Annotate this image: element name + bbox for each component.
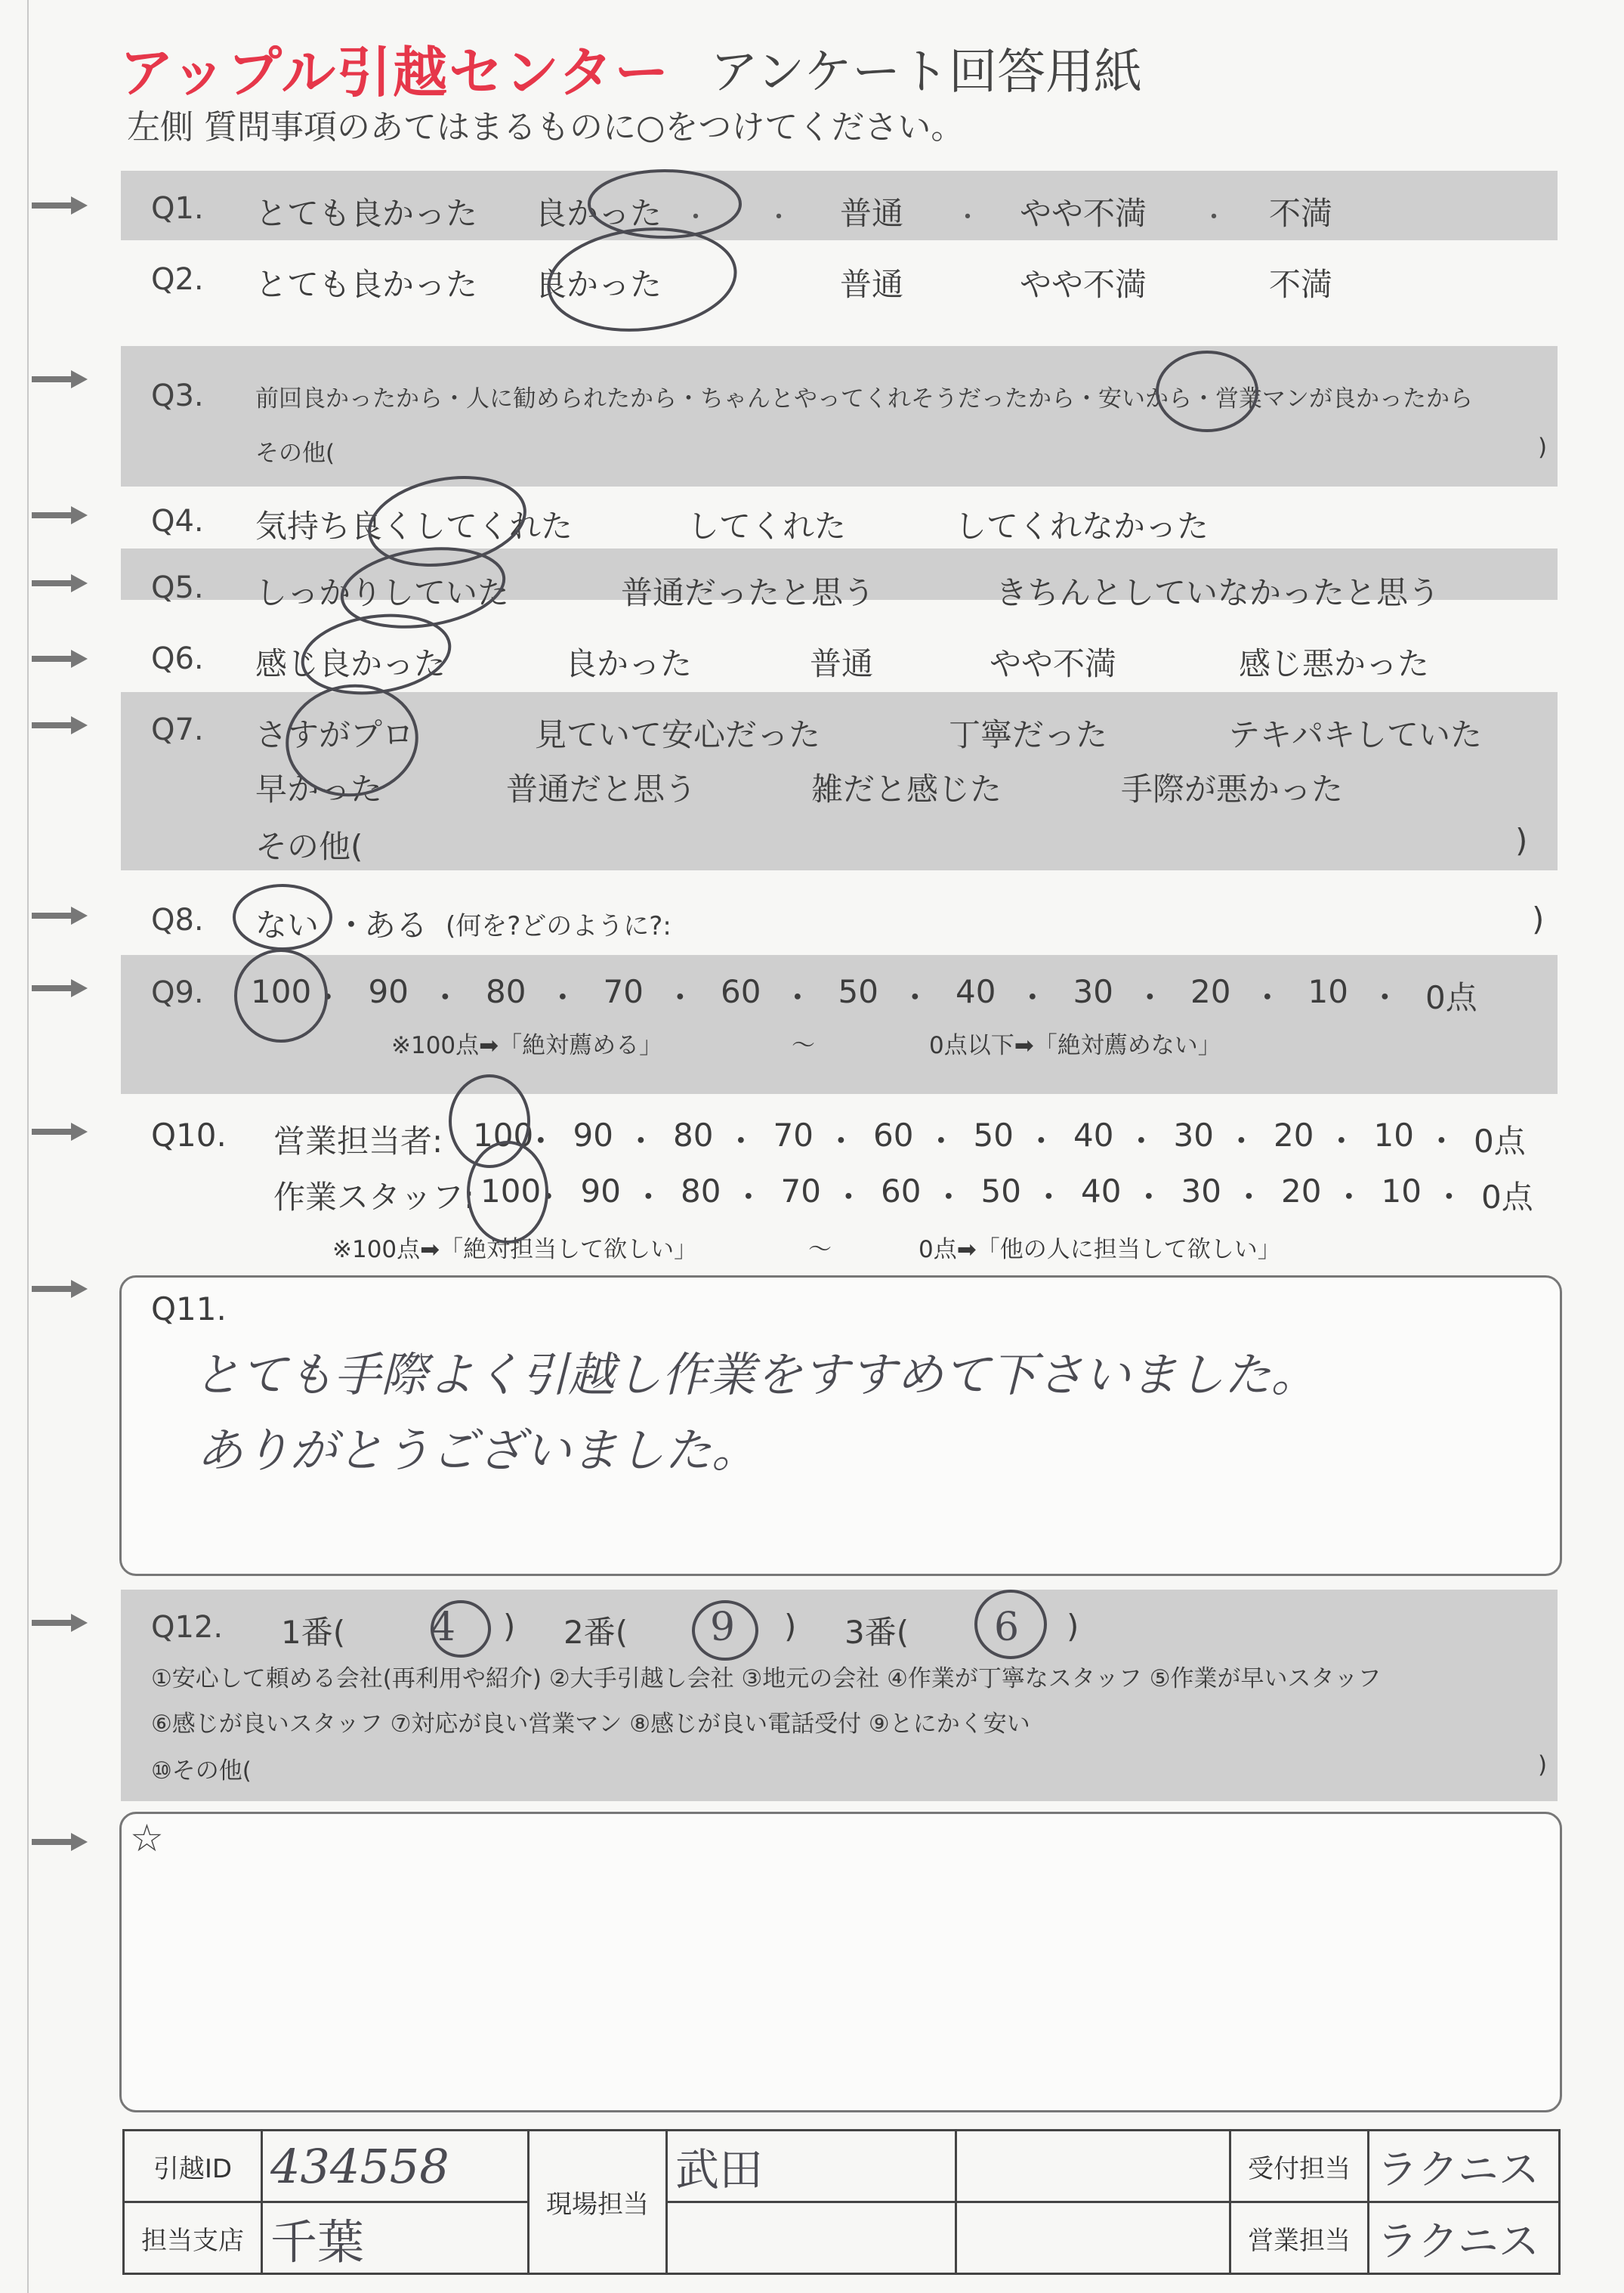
- q12-first-label: 1番(: [281, 1614, 346, 1651]
- q10-sales-score-option[interactable]: 40: [1073, 1117, 1114, 1154]
- q12-choices-line2: ⑥感じが良いスタッフ ⑦対応が良い営業マン ⑧感じが良い電話受付 ⑨とにかく安い: [151, 1710, 1030, 1738]
- q4-row: [151, 502, 1209, 545]
- q10-sales-score-option[interactable]: 20: [1274, 1117, 1314, 1154]
- q5-number: Q5.: [151, 570, 204, 605]
- q10-staff-score-option[interactable]: 60: [881, 1173, 922, 1210]
- q7-other[interactable]: その他(: [255, 828, 363, 865]
- q8-option-yes[interactable]: ある: [364, 907, 428, 944]
- sales-rep-cell[interactable]: [1369, 2202, 1560, 2274]
- form-title: アンケート回答用紙: [710, 45, 1143, 100]
- separator-dot: ・: [1251, 979, 1283, 1016]
- q10-note-high: ※100点➡「絶対担当して欲しい」: [332, 1236, 698, 1263]
- q10-sales-score-option[interactable]: 90: [573, 1117, 613, 1154]
- q10-sales-score-option[interactable]: 100: [473, 1117, 534, 1154]
- q9-score-option[interactable]: 70: [603, 973, 644, 1010]
- q6-number: Q6.: [151, 641, 204, 676]
- q9-score-option[interactable]: 90: [368, 973, 409, 1010]
- q10-sales-label: 営業担当者:: [273, 1123, 443, 1160]
- q3-number: Q3.: [151, 379, 204, 413]
- q2-option[interactable]: 不満: [1269, 266, 1333, 303]
- q1-row: [151, 189, 1333, 232]
- separator-dot: ・: [732, 1179, 764, 1216]
- q3-row: [151, 376, 1473, 413]
- q12-first-close: ): [503, 1608, 516, 1645]
- q10-staff-score-option[interactable]: 20: [1281, 1173, 1322, 1210]
- separator-dot: ・: [1332, 1179, 1365, 1216]
- separator-dot: ・: [664, 979, 696, 1016]
- move-id-cell[interactable]: [262, 2131, 529, 2202]
- separator-dot: ・: [1233, 1179, 1265, 1216]
- q3-other-close: ): [1538, 434, 1548, 461]
- separator-dot: ・: [1433, 1179, 1465, 1216]
- q10-sales-score-option[interactable]: 10: [1373, 1117, 1414, 1154]
- q9-note-low: 0点以下➡「絶対薦めない」: [929, 1032, 1221, 1059]
- q9-score-option[interactable]: 30: [1073, 973, 1113, 1010]
- q4-option[interactable]: してくれなかった: [955, 508, 1209, 545]
- q10-staff-score-option[interactable]: 70: [780, 1173, 821, 1210]
- q7-option[interactable]: 普通だと思う: [506, 771, 697, 808]
- separator-dot: ・: [311, 979, 344, 1016]
- q10-sales-score-option[interactable]: 50: [973, 1117, 1014, 1154]
- separator-dot: ・: [1125, 1123, 1157, 1160]
- q5-option[interactable]: しっかりしていた: [255, 574, 510, 611]
- branch-cell[interactable]: [262, 2202, 529, 2274]
- q10-staff-score-option[interactable]: 0点: [1481, 1179, 1533, 1216]
- site-staff-label: 現場担当: [529, 2131, 667, 2274]
- q12-second-answer[interactable]: 9: [710, 1605, 736, 1650]
- brand-title: アップル引越センター: [119, 41, 671, 104]
- arrow-icon: [32, 1278, 88, 1299]
- q10-staff-score-option[interactable]: 100: [480, 1173, 542, 1210]
- arrow-icon: [32, 648, 88, 669]
- site-staff-cell[interactable]: [667, 2131, 956, 2202]
- q4-option[interactable]: してくれた: [687, 508, 847, 545]
- arrow-icon: [32, 905, 88, 926]
- sales-rep-value: ラクニス: [1377, 2217, 1539, 2265]
- q2-number: Q2.: [151, 262, 204, 297]
- q8-row: Q8. ない ・ ある (何を?どのように?:: [151, 901, 204, 938]
- separator-dot: ・: [429, 979, 462, 1016]
- comment-box[interactable]: [119, 1812, 1562, 2112]
- q7-row: [151, 710, 1483, 753]
- q4-number: Q4.: [151, 504, 204, 539]
- q9-note-high: ※100点➡「絶対薦める」: [391, 1032, 663, 1059]
- q8-number: Q8.: [151, 903, 204, 938]
- separator-dot: ・: [899, 979, 931, 1016]
- q9-row: [151, 973, 204, 1010]
- q9-score-option[interactable]: 100: [251, 973, 312, 1010]
- q11-answer-line2: ありがとうございました。: [196, 1423, 759, 1478]
- q9-score-option[interactable]: 0点: [1425, 979, 1477, 1016]
- separator-dot: ・: [1025, 1123, 1057, 1160]
- q7-number: Q7.: [151, 712, 204, 747]
- separator-dot: ・: [546, 979, 579, 1016]
- q10-sales-score-option[interactable]: 60: [873, 1117, 914, 1154]
- q10-sales-score-option[interactable]: 0点: [1474, 1123, 1526, 1160]
- q9-tilde: 〜: [792, 1032, 815, 1059]
- q1-option[interactable]: やや不満: [1020, 195, 1147, 232]
- blank-cell: [956, 2202, 1230, 2274]
- q2-option[interactable]: 普通: [840, 266, 904, 303]
- q1-number: Q1.: [151, 191, 204, 226]
- q8-close: ): [1532, 901, 1545, 938]
- q1-option[interactable]: 不満: [1269, 195, 1333, 232]
- q10-staff-label: 作業スタッフ:: [273, 1179, 475, 1216]
- separator-dot: ・: [632, 1179, 665, 1216]
- q6-option[interactable]: 良かった: [565, 645, 693, 682]
- q6-option[interactable]: 感じ良かった: [255, 645, 446, 682]
- q11-number: Q11.: [151, 1290, 227, 1327]
- q7-option[interactable]: さすがプロ: [255, 716, 415, 753]
- arrow-icon: [32, 1612, 88, 1633]
- q9-score-option[interactable]: 40: [956, 973, 996, 1010]
- q10-sales-score-option[interactable]: 80: [673, 1117, 714, 1154]
- q10-staff-score-option[interactable]: 10: [1381, 1173, 1422, 1210]
- q12-first-answer[interactable]: 4: [431, 1605, 456, 1650]
- separator-dot: ・: [925, 1123, 957, 1160]
- footer-table: [122, 2129, 1561, 2275]
- q6-option[interactable]: 感じ悪かった: [1239, 645, 1430, 682]
- separator-dot: ・: [1134, 979, 1166, 1016]
- binder-line: [27, 0, 29, 2293]
- q2-option[interactable]: やや不満: [1020, 266, 1147, 303]
- sales-rep-label: 営業担当: [1230, 2202, 1369, 2274]
- q12-number: Q12.: [151, 1610, 224, 1645]
- arrow-icon: [32, 573, 88, 594]
- q10-note-low: 0点➡「他の人に担当して欲しい」: [919, 1236, 1281, 1263]
- q7-option[interactable]: 丁寧だった: [949, 716, 1108, 753]
- q3-band: [121, 346, 1558, 487]
- q7-other-close: ): [1515, 822, 1528, 859]
- q9-score-option[interactable]: 50: [838, 973, 878, 1010]
- q12-choices-line1: ①安心して頼める会社(再利用や紹介) ②大手引越し会社 ③地元の会社 ④作業が丁寧なスタッフ ⑤作業が早いスタッフ: [151, 1665, 1382, 1692]
- q9-score-option[interactable]: 10: [1308, 973, 1348, 1010]
- separator-dot: ・: [625, 1123, 657, 1160]
- branch-label: 担当支店: [124, 2202, 262, 2274]
- arrow-icon: [32, 715, 88, 736]
- q2-option[interactable]: 良かった: [535, 266, 662, 303]
- arrow-icon: [32, 1121, 88, 1142]
- q12-third-close: ): [1067, 1608, 1079, 1645]
- q7-option[interactable]: 見ていて安心だった: [535, 716, 821, 753]
- q8-option-no[interactable]: ない: [255, 907, 320, 944]
- arrow-icon: [32, 505, 88, 526]
- blank-cell: [667, 2202, 956, 2274]
- blank-cell: [956, 2131, 1230, 2202]
- separator-dot: ・: [1325, 1123, 1357, 1160]
- arrow-icon: [32, 1831, 88, 1853]
- arrow-icon: [32, 978, 88, 999]
- star-icon: ☆: [130, 1816, 164, 1860]
- q10-staff-score-option[interactable]: 90: [580, 1173, 621, 1210]
- separator-dot: ・: [825, 1123, 857, 1160]
- reception-cell[interactable]: [1369, 2131, 1560, 2202]
- separator-dot: ・: [1225, 1123, 1258, 1160]
- q12-third-label: 3番(: [844, 1614, 909, 1651]
- q7-option[interactable]: 雑だと感じた: [811, 771, 1002, 808]
- separator-dot: ・: [724, 1123, 757, 1160]
- move-id-label: 引越ID: [124, 2131, 262, 2202]
- site-staff-value: 武田: [675, 2144, 764, 2196]
- q11-answer-line1: とても手際よく引越し作業をすすめて下さいました。: [193, 1347, 1318, 1402]
- q10-staff-score-option[interactable]: 30: [1181, 1173, 1221, 1210]
- arrow-icon: [32, 369, 88, 390]
- separator-dot: ・: [1016, 979, 1048, 1016]
- q6-option[interactable]: やや不満: [990, 645, 1117, 682]
- q6-option[interactable]: 普通: [810, 645, 874, 682]
- q9-score-option[interactable]: 60: [721, 973, 761, 1010]
- q1-option[interactable]: 良かった: [535, 195, 662, 232]
- q10-staff-score-option[interactable]: 50: [980, 1173, 1021, 1210]
- separator-dot: ・: [1369, 979, 1401, 1016]
- q10-staff-score-option[interactable]: 80: [681, 1173, 721, 1210]
- q12-row: [151, 1608, 1079, 1651]
- arrow-icon: [32, 195, 88, 216]
- q8-note: (何を?どのように?:: [446, 911, 672, 941]
- branch-value: 千葉: [270, 2214, 365, 2270]
- separator-dot: ・: [832, 1179, 865, 1216]
- q9-score-option[interactable]: 20: [1190, 973, 1231, 1010]
- move-id-value: 434558: [270, 2138, 449, 2194]
- separator-dot: ・: [1033, 1179, 1065, 1216]
- q7-option[interactable]: 手際が悪かった: [1121, 771, 1344, 808]
- q1-option[interactable]: とても良かった: [255, 195, 478, 232]
- q1-option[interactable]: 普通: [840, 195, 904, 232]
- q10-tilde: 〜: [808, 1236, 832, 1263]
- q12-choices-close: ): [1538, 1751, 1548, 1778]
- separator-dot: ・: [781, 979, 814, 1016]
- q6-row: [151, 639, 1430, 682]
- q10-number: Q10.: [151, 1117, 227, 1154]
- q9-number: Q9.: [151, 975, 204, 1010]
- separator-dot: ・: [1425, 1123, 1458, 1160]
- separator-dot: ・: [532, 1179, 564, 1216]
- q12-choices-line3: ⑩その他(: [151, 1757, 252, 1785]
- separator-dot: ・: [1132, 1179, 1165, 1216]
- q4-option[interactable]: 気持ち良くしてくれた: [255, 508, 573, 545]
- q10-staff-score-option[interactable]: 40: [1081, 1173, 1122, 1210]
- q7-option[interactable]: テキパキしていた: [1228, 716, 1483, 753]
- instruction-text: 左側 質問事項のあてはまるものに○をつけてください。: [127, 108, 965, 147]
- q7-option[interactable]: 早かった: [255, 771, 383, 808]
- q5-option[interactable]: きちんとしていなかったと思う: [996, 574, 1440, 611]
- reception-value: ラクニス: [1377, 2145, 1539, 2193]
- reception-label: 受付担当: [1230, 2131, 1369, 2202]
- q5-option[interactable]: 普通だったと思う: [621, 574, 875, 611]
- q12-second-label: 2番(: [563, 1614, 628, 1651]
- separator-dot: ・: [932, 1179, 965, 1216]
- q12-second-close: ): [784, 1608, 797, 1645]
- q12-third-answer[interactable]: 6: [994, 1605, 1020, 1650]
- q2-option[interactable]: とても良かった: [255, 266, 478, 303]
- q3-options[interactable]: 前回良かったから・人に勧められたから・ちゃんとやってくれそうだったから・安いから・営業マンが良かったから: [255, 385, 1473, 413]
- separator-dot: ・: [524, 1123, 557, 1160]
- q10-sales-score-option[interactable]: 70: [773, 1117, 814, 1154]
- q9-score-option[interactable]: 80: [486, 973, 526, 1010]
- q3-other[interactable]: その他(: [255, 440, 335, 467]
- q10-sales-score-option[interactable]: 30: [1173, 1117, 1214, 1154]
- q5-row: [151, 568, 1440, 611]
- q2-row: [151, 260, 1333, 303]
